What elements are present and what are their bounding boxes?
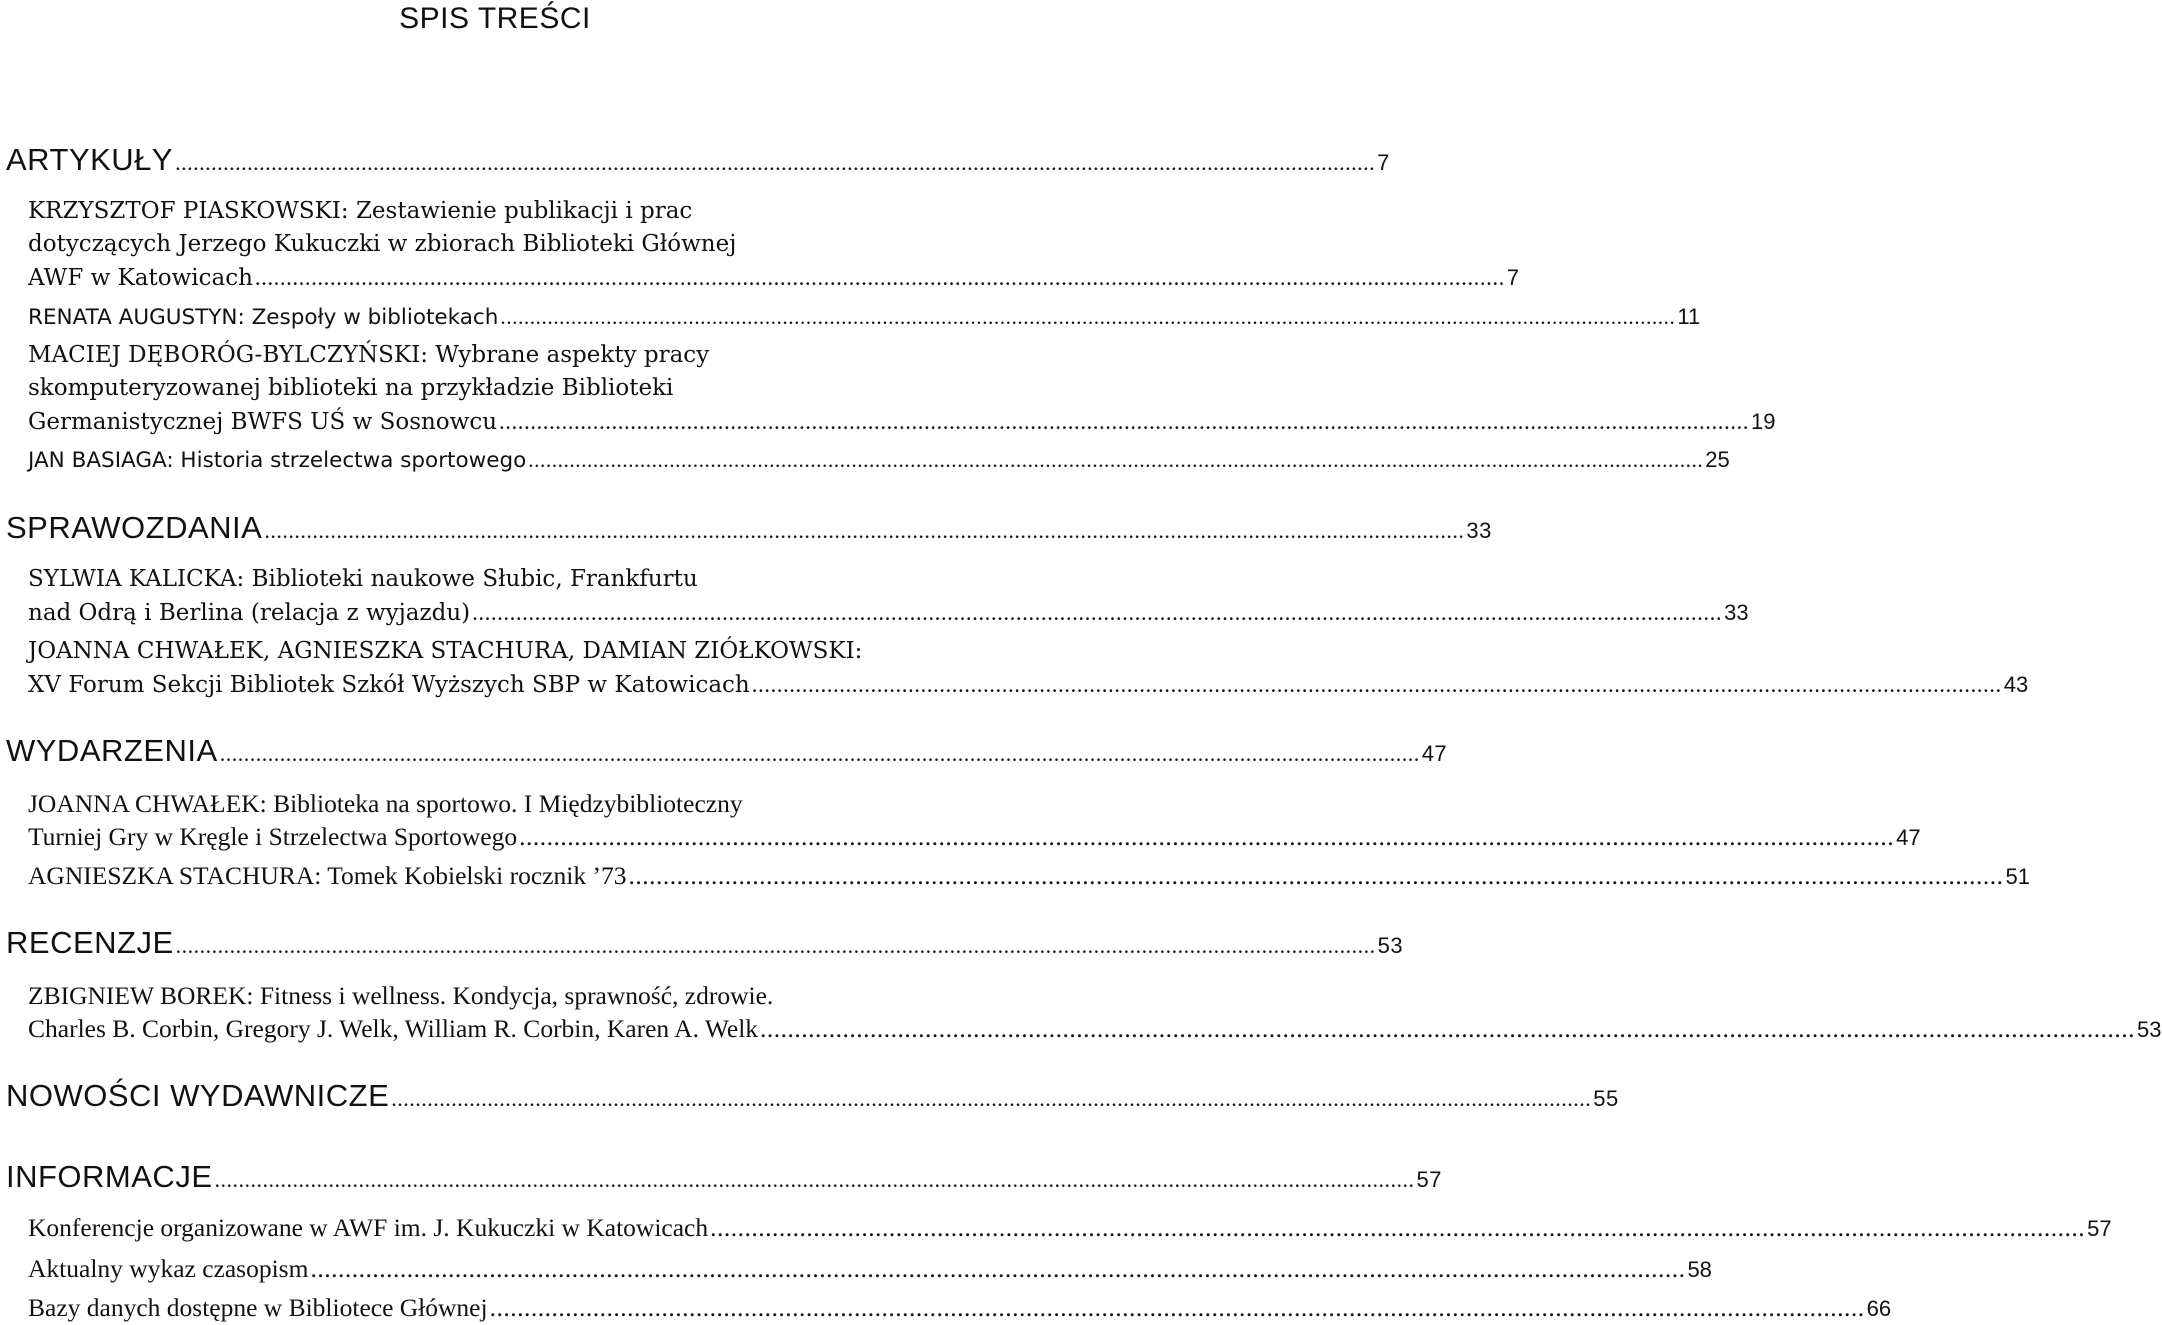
toc-entry[interactable] (28, 339, 1776, 439)
dot-leader: ........................................................................................................................................................................................................ (528, 448, 1704, 472)
entry-line: JAN BASIAGA: Historia strzelectwa sportowego (28, 448, 527, 473)
toc-entry[interactable] (28, 1211, 2112, 1245)
dot-leader: ........................................................................................................................................................................................................ (519, 822, 1895, 851)
entry-line: Konferencje organizowane w AWF im. J. Kukuczki w Katowicach (28, 1213, 709, 1242)
dot-leader: ........................................................................................................................................................................................................ (214, 1167, 1415, 1192)
dot-leader: ........................................................................................................................................................................................................ (310, 1254, 1686, 1283)
section-page-number: 55 (1593, 1086, 1619, 1111)
dot-leader: ........................................................................................................................................................................................................ (264, 518, 1465, 543)
dot-leader: ........................................................................................................................................................................................................ (500, 305, 1676, 329)
section-title: RECENZJE (6, 925, 174, 960)
section-title: SPRAWOZDANIA (6, 510, 263, 545)
entry-page-number: 53 (2137, 1017, 2162, 1042)
dot-leader: ........................................................................................................................................................................................................ (760, 1014, 2136, 1043)
section-title: NOWOŚCI WYDAWNICZE (6, 1078, 390, 1113)
toc-entry[interactable] (28, 443, 1730, 477)
entry-line: AGNIESZKA STACHURA: Tomek Kobielski rocznik ’73 (28, 861, 627, 890)
entry-line: JOANNA CHWAŁEK, AGNIESZKA STACHURA, DAMIAN ZIÓŁKOWSKI: (28, 638, 863, 664)
entry-line: Bazy danych dostępne w Bibliotece Głównej (28, 1293, 488, 1322)
dot-leader: ........................................................................................................................................................................................................ (751, 672, 2002, 697)
entry-line: RENATA AUGUSTYN: Zespoły w bibliotekach (28, 305, 499, 330)
entry-page-number: 7 (1506, 265, 1520, 290)
entry-line: JOANNA CHWAŁEK: Biblioteka na sportowo. I Międzybiblioteczny (28, 789, 743, 818)
entry-line: Aktualny wykaz czasopism (28, 1254, 309, 1283)
dot-leader: ........................................................................................................................................................................................................ (391, 1086, 1592, 1111)
section-page-number: 7 (1377, 150, 1390, 175)
entry-line: Charles B. Corbin, Gregory J. Welk, William R. Corbin, Karen A. Welk (28, 1014, 759, 1043)
entry-page-number: 58 (1687, 1257, 1712, 1282)
toc-entry[interactable] (28, 787, 1921, 854)
entry-page-number: 19 (1751, 409, 1776, 434)
entry-line: XV Forum Sekcji Bibliotek Szkół Wyższych SBP w Katowicach (28, 672, 750, 698)
entry-page-number: 57 (2087, 1216, 2112, 1241)
entry-line: dotyczących Jerzego Kukuczki w zbiorach Biblioteki Głównej (28, 231, 737, 257)
section-heading-sprawozdania[interactable] (6, 510, 1492, 546)
entry-line: skomputeryzowanej biblioteki na przykładzie Biblioteki (28, 375, 674, 401)
dot-leader: ........................................................................................................................................................................................................ (175, 933, 1376, 958)
dot-leader: ........................................................................................................................................................................................................ (175, 150, 1376, 175)
toc-entry[interactable] (28, 563, 1749, 630)
entry-line: MACIEJ DĘBORÓG-BYLCZYŃSKI: Wybrane aspekty pracy (28, 342, 710, 368)
section-page-number: 33 (1466, 518, 1492, 543)
dot-leader: ........................................................................................................................................................................................................ (472, 600, 1723, 625)
dot-leader: ........................................................................................................................................................................................................ (499, 409, 1750, 434)
entry-line: ZBIGNIEW BOREK: Fitness i wellness. Kondycja, sprawność, zdrowie. (28, 981, 774, 1010)
entry-line: Germanistycznej BWFS UŚ w Sosnowcu (28, 409, 498, 435)
toc-entry[interactable] (28, 859, 2030, 893)
entry-line: KRZYSZTOF PIASKOWSKI: Zestawienie publikacji i prac (28, 198, 693, 224)
entry-page-number: 33 (1724, 600, 1749, 625)
entry-page-number: 43 (2003, 672, 2029, 697)
entry-page-number: 11 (1677, 304, 1701, 329)
section-heading-nowosci[interactable] (6, 1078, 1619, 1114)
entry-page-number: 66 (1866, 1296, 1892, 1321)
toc-entry[interactable] (28, 979, 2162, 1046)
entry-line: SYLWIA KALICKA: Biblioteki naukowe Słubic, Frankfurtu (28, 566, 698, 592)
section-page-number: 57 (1416, 1167, 1442, 1192)
dot-leader: ........................................................................................................................................................................................................ (219, 741, 1420, 766)
dot-leader: ........................................................................................................................................................................................................ (489, 1293, 1865, 1322)
entry-page-number: 47 (1896, 825, 1921, 850)
section-title: ARTYKUŁY (6, 142, 174, 177)
section-page-number: 53 (1377, 933, 1404, 958)
section-title: WYDARZENIA (6, 733, 218, 768)
section-heading-artykuly[interactable] (6, 142, 1390, 178)
entry-line: nad Odrą i Berlina (relacja z wyjazdu) (28, 600, 471, 626)
section-heading-wydarzenia[interactable] (6, 733, 1448, 769)
section-title: INFORMACJE (6, 1159, 213, 1194)
toc-entry[interactable] (28, 635, 2029, 702)
entry-line: Turniej Gry w Kręgle i Strzelectwa Sportowego (28, 822, 518, 851)
entry-line: AWF w Katowicach (28, 265, 253, 291)
toc-entry[interactable] (28, 1291, 1892, 1325)
page-title: SPIS TREŚCI (399, 2, 591, 35)
dot-leader: ........................................................................................................................................................................................................ (628, 861, 2004, 890)
toc-entry[interactable] (28, 300, 1701, 334)
dot-leader: ........................................................................................................................................................................................................ (710, 1213, 2086, 1242)
toc-entry[interactable] (28, 195, 1520, 295)
section-heading-informacje[interactable] (6, 1159, 1442, 1195)
section-heading-recenzje[interactable] (6, 925, 1404, 961)
dot-leader: ........................................................................................................................................................................................................ (254, 265, 1505, 290)
toc-entry[interactable] (28, 1252, 1712, 1286)
section-page-number: 47 (1421, 741, 1448, 766)
entry-page-number: 25 (1705, 447, 1730, 472)
entry-page-number: 51 (2005, 864, 2030, 889)
